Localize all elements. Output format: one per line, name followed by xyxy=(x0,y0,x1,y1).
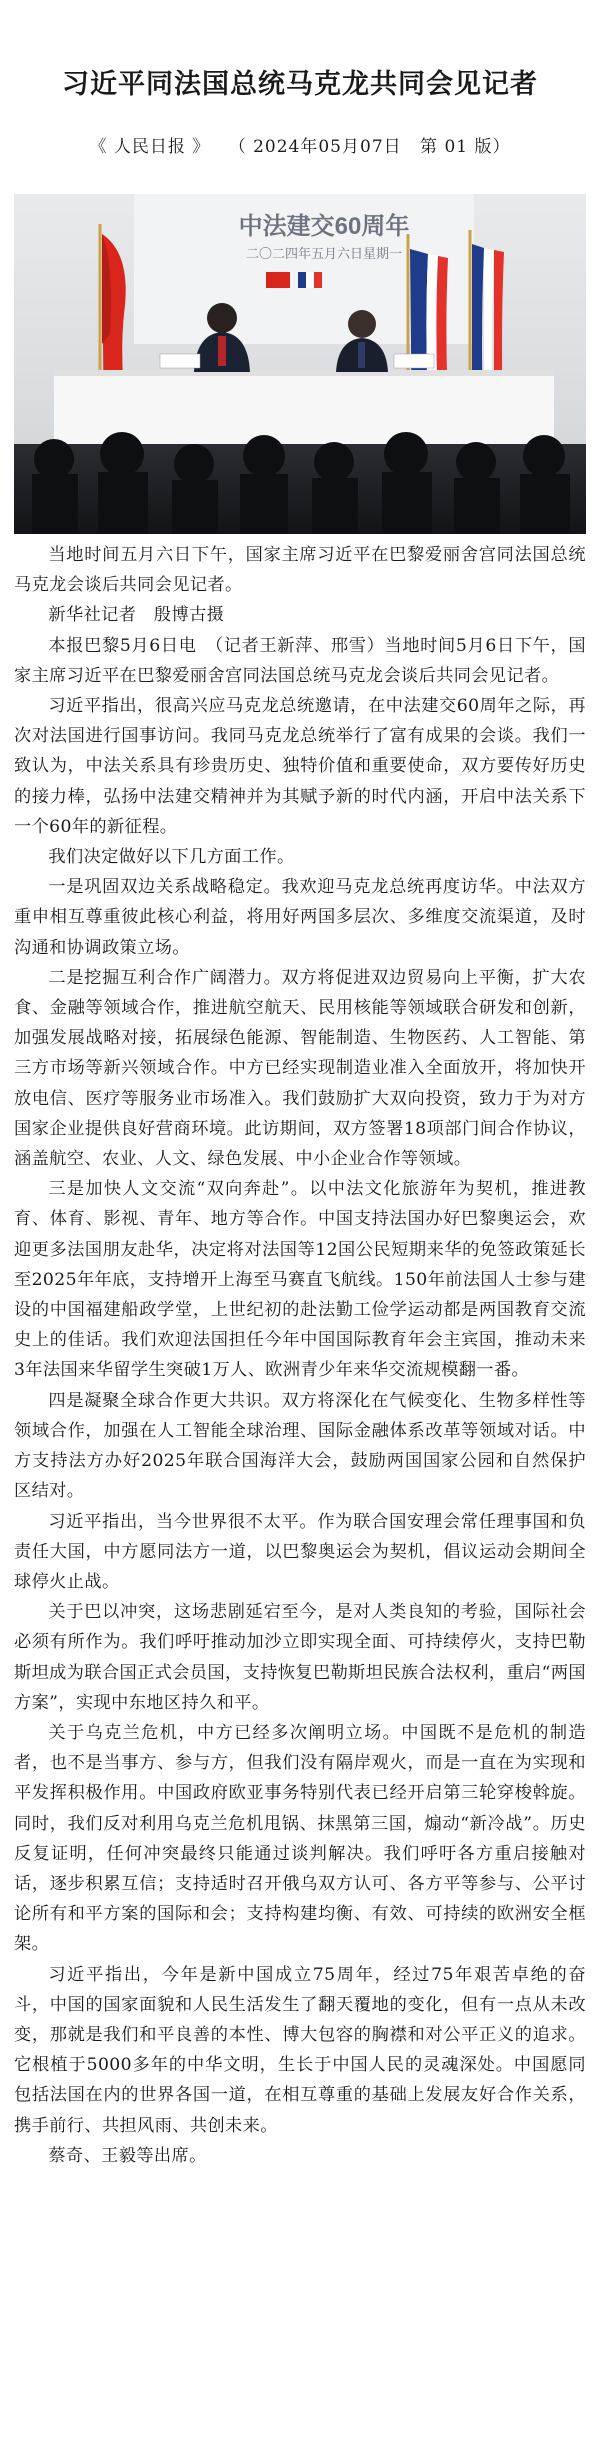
article-headline: 习近平同法国总统马克龙共同会见记者 xyxy=(62,69,538,100)
body-paragraph: 四是凝聚全球合作更大共识。双方将深化在气候变化、生物多样性等领域合作，加强在人工智能全球治理、国际金融体系改革等领域对话。中方支持法方办好2025年联合国海洋大会，鼓励两国国家公园和自然保护区结对。 xyxy=(14,1390,586,1502)
body-paragraph: 我们决定做好以下几方面工作。 xyxy=(48,847,295,868)
press-conference-photo xyxy=(14,194,586,534)
dateline-paragraph: 本报巴黎5月6日电 （记者王新萍、邢雪）当地时间5月6日下午，国家主席习近平在巴黎爱丽舍宫同法国总统马克龙会谈后共同会见记者。 xyxy=(14,635,586,686)
backdrop-title: 中法建交60周年 xyxy=(238,213,410,240)
photo-caption: 当地时间五月六日下午，国家主席习近平在巴黎爱丽舍宫同法国总统马克龙会谈后共同会见记者。 xyxy=(14,545,586,596)
body-paragraph: 三是加快人文交流“双向奔赴”。以中法文化旅游年为契机，推进教育、体育、影视、青年、地方等合作。中国支持法国办好巴黎奥运会，欢迎更多法国朋友赴华，决定将对法国等12国公民短期来华的免签政策延长至2025年年底，支持增开上海至马赛直飞航线。150年前法国人士参与建设的中国福建船政学堂，上世纪初的赴法勤工俭学运动都是两国教育交流史上的佳话。我们欢迎法国担任今年中国国际教育年会主宾国，推动未来3年法国来华留学生突破1万人、欧洲青少年来华交流规模翻一番。 xyxy=(14,1179,586,1381)
body-paragraph: 习近平指出，很高兴应马克龙总统邀请，在中法建交60周年之际，再次对法国进行国事访问。我同马克龙总统举行了富有成果的会谈。我们一致认为，中法关系具有珍贵历史、独特价值和重要使命，双方要传好历史的接力棒，弘扬中法建交精神并为其赋予新的时代内涵，开启中法关系下一个60年的新征程。 xyxy=(14,696,586,837)
photo-credit: 新华社记者 殷博古摄 xyxy=(48,605,225,626)
source-paper: 《 人民日报 》 xyxy=(89,137,211,157)
attendees-paragraph: 蔡奇、王毅等出席。 xyxy=(48,2145,207,2166)
source-page: 第 01 版） xyxy=(420,137,511,157)
source-date: （ 2024年05月07日 xyxy=(228,137,402,157)
body-paragraph: 二是挖掘互利合作广阔潜力。双方将促进双边贸易向上平衡，扩大农食、金融等领域合作，推进航空航天、民用核能等领域联合研发和创新，加强发展战略对接，拓展绿色能源、智能制造、生物医药、人工智能、第三方市场等新兴领域合作。中方已经实现制造业准入全面放开，将加快开放电信、医疗等服务业市场准入。我们鼓励扩大双向投资，致力于为对方国家企业提供良好营商环境。此访期间，双方签署18项部门间合作协议，涵盖航空、农业、人文、绿色发展、中小企业合作等领域。 xyxy=(14,967,586,1170)
backdrop-date: 二〇二四年五月六日星期一 xyxy=(245,246,403,261)
body-paragraph: 一是巩固双边关系战略稳定。我欢迎马克龙总统再度访华。中法双方重申相互尊重彼此核心利益，将用好两国多层次、多维度交流渠道，及时沟通和协调政策立场。 xyxy=(14,877,586,958)
body-paragraph: 关于乌克兰危机，中方已经多次阐明立场。中国既不是危机的制造者，也不是当事方、参与方，但我们没有隔岸观火，而是一直在为实现和平发挥积极作用。中国政府欧亚事务特别代表已经开启第三轮穿梭斡旋。同时，我们反对利用乌克兰危机甩锅、抹黑第三国，煽动“新冷战”。历史反复证明，任何冲突最终只能通过谈判解决。我们呼吁各方重启接触对话，逐步积累互信；支持适时召开俄乌双方认可、各方平等参与、公平讨论所有和平方案的国际和会；支持构建均衡、有效、可持续的欧洲安全框架。 xyxy=(14,1722,586,1955)
article-body xyxy=(14,540,586,2171)
body-paragraph: 习近平指出，当今世界很不太平。作为联合国安理会常任理事国和负责任大国，中方愿同法方一道，以巴黎奥运会为契机，倡议运动会期间全球停火止战。 xyxy=(14,1511,586,1592)
body-paragraph: 习近平指出，今年是新中国成立75周年，经过75年艰苦卓绝的奋斗，中国的国家面貌和人民生活发生了翻天覆地的变化，但有一点从未改变，那就是我们和平良善的本性、博大包容的胸襟和对公平正义的追求。它根植于5000多年的中华文明，生长于中国人民的灵魂深处。中国愿同包括法国在内的世界各国一道，在相互尊重的基础上发展友好合作关系，携手前行、共担风雨、共创未来。 xyxy=(14,1964,586,2136)
source-line xyxy=(0,132,600,157)
body-paragraph: 关于巴以冲突，这场悲剧延宕至今，是对人类良知的考验，国际社会必须有所作为。我们呼吁推动加沙立即实现全面、可持续停火，支持巴勒斯坦成为联合国正式会员国，支持恢复巴勒斯坦民族合法权利，重启“两国方案”，实现中东地区持久和平。 xyxy=(14,1602,586,1713)
